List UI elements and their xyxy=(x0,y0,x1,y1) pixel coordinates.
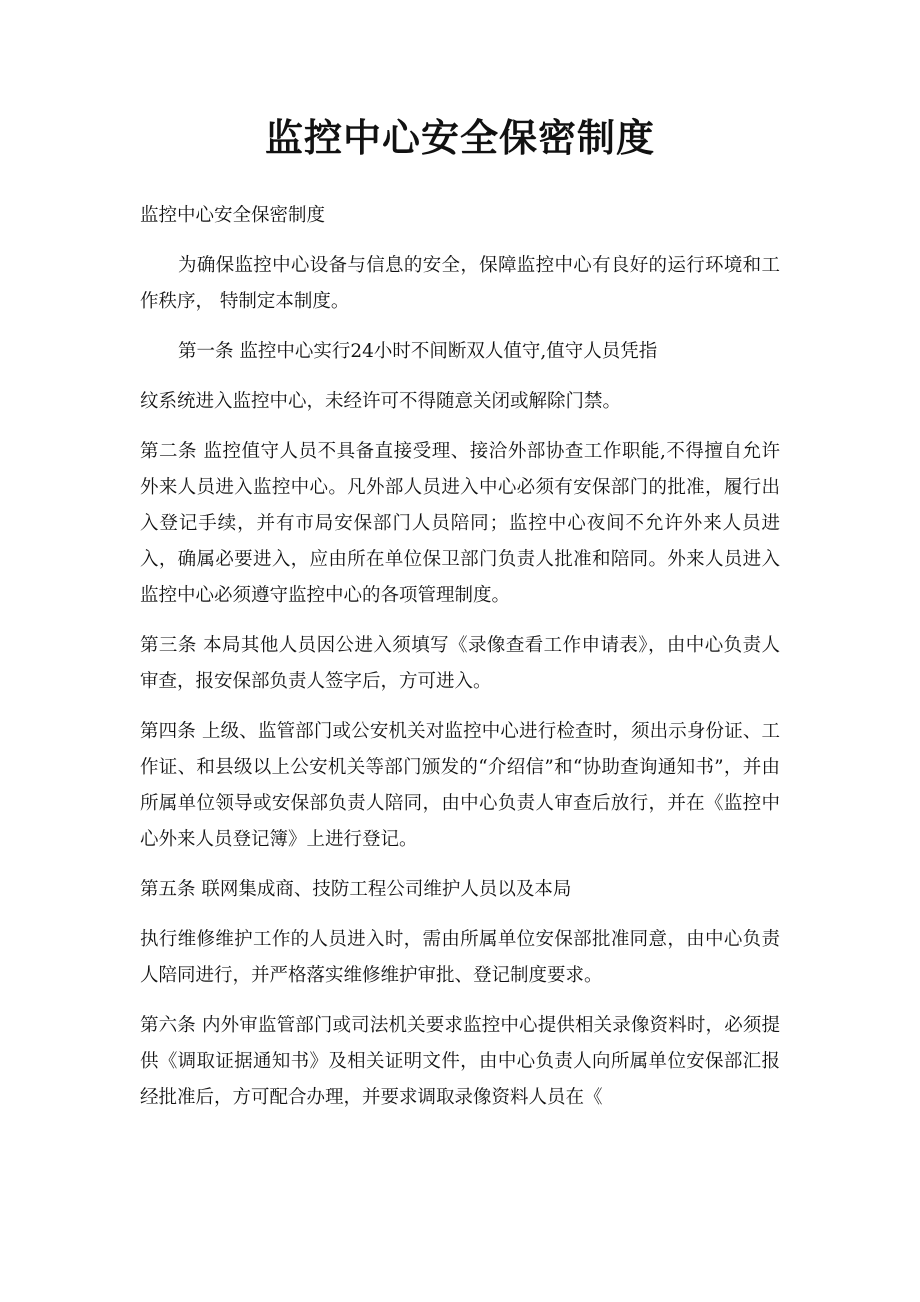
document-title: 监控中心安全保密制度 xyxy=(264,115,655,160)
paragraph-article-5-line-2: 执行维修维护工作的人员进入时，需由所属单位安保部批准同意，由中心负责人陪同进行，并严格落实维修维护审批、登记制度要求。 xyxy=(140,929,780,986)
paragraph-article-2: 第二条 监控值守人员不具备直接受理、接洽外部协查工作职能,不得擅自允许外来人员进入监控中心。凡外部人员进入中心必须有安保部门的批准，履行出入登记手续，并有市局安保部门人员陪同；监控中心夜间不允许外来人员进入，确属必要进入，应由所在单位保卫部门负责人批准和陪同。外来人员进入监控中心必须遵守监控中心的各项管理制度。 xyxy=(140,441,780,606)
paragraph-article-1-line-2: 纹系统进入监控中心，未经许可不得随意关闭或解除门禁。 xyxy=(140,391,622,412)
paragraph-article-3: 第三条 本局其他人员因公进入须填写《录像查看工作申请表》，由中心负责人审查，报安保部负责人签字后，方可进入。 xyxy=(140,635,780,692)
paragraph-article-4: 第四条 上级、监管部门或公安机关对监控中心进行检查时，须出示身份证、工作证、和县级以上公安机关等部门颁发的“介绍信”和“协助查询通知书”，并由所属单位领导或安保部负责人陪同，由中心负责人审查后放行，并在《监控中心外来人员登记簿》上进行登记。 xyxy=(140,721,780,850)
paragraph-article-6: 第六条 内外审监管部门或司法机关要求监控中心提供相关录像资料时，必须提供《调取证据通知书》及相关证明文件，由中心负责人向所属单位安保部汇报经批准后，方可配合办理，并要求调取录像资料人员在《 xyxy=(140,1015,780,1108)
document-subtitle: 监控中心安全保密制度 xyxy=(140,205,326,226)
paragraph-article-5-line-1: 第五条 联网集成商、技防工程公司维护人员以及本局 xyxy=(140,879,572,900)
paragraph-article-1-line-1: 第一条 监控中心实行24小时不间断双人值守,值守人员凭指 xyxy=(178,341,658,362)
paragraph-intro: 为确保监控中心设备与信息的安全，保障监控中心有良好的运行环境和工作秩序， 特制定本制度。 xyxy=(140,255,780,312)
